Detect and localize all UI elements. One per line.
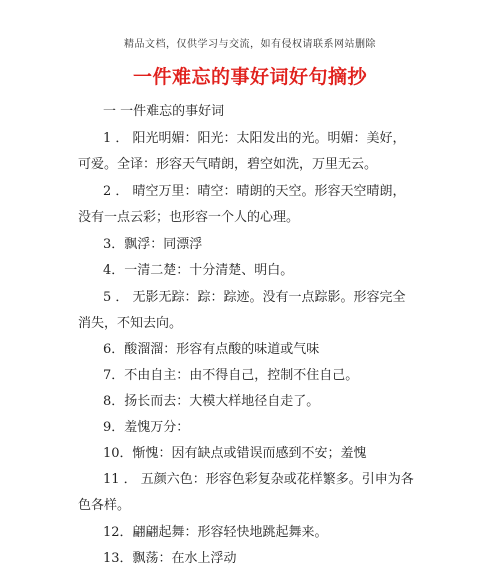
text-line: 8．扬长而去：大模大样地径自走了。 (103, 394, 320, 409)
text-line: 13．飘荡：在水上浮动 (103, 551, 237, 566)
text-line: 没有一点云彩；也形容一个人的心理。 (78, 210, 300, 225)
text-line: 9．羞愧万分： (103, 420, 190, 435)
text-line: 6．酸溜溜：形容有点酸的味道或气味 (103, 342, 320, 357)
header-note: 精品文档，仅供学习与交流，如有侵权请联系网站删除 (124, 39, 376, 50)
text-line: 7．不由自主：由不得自己，控制不住自己。 (103, 368, 359, 383)
text-line: 10．惭愧：因有缺点或错误而感到不安；羞愧 (103, 446, 367, 461)
text-line: 12．翩翩起舞：形容轻快地跳起舞来。 (103, 525, 328, 540)
text-line: 3．飘浮：同漂浮 (103, 237, 203, 252)
text-line: 4．一清二楚：十分清楚、明白。 (103, 263, 294, 278)
text-line: 1 ． 阳光明媚：阳光：太阳发出的光。明媚：美好， (103, 131, 406, 146)
document-title: 一件难忘的事好词好句摘抄 (132, 66, 367, 88)
text-line: 色各样。 (78, 498, 131, 513)
text-line: 11 ． 五颜六色：形容色彩复杂或花样繁多。引申为各 (103, 472, 414, 487)
text-line: 5 ． 无影无踪：踪：踪迹。没有一点踪影。形容完全 (103, 290, 406, 305)
text-line: 消失，不知去向。 (78, 316, 183, 331)
text-line: 可爱。全译：形容天气晴朗，碧空如洗，万里无云。 (78, 157, 378, 172)
section-heading: 一 一件难忘的事好词 (103, 104, 225, 119)
text-line: 2 ． 晴空万里：晴空：晴朗的天空。形容天空晴朗， (103, 184, 406, 199)
